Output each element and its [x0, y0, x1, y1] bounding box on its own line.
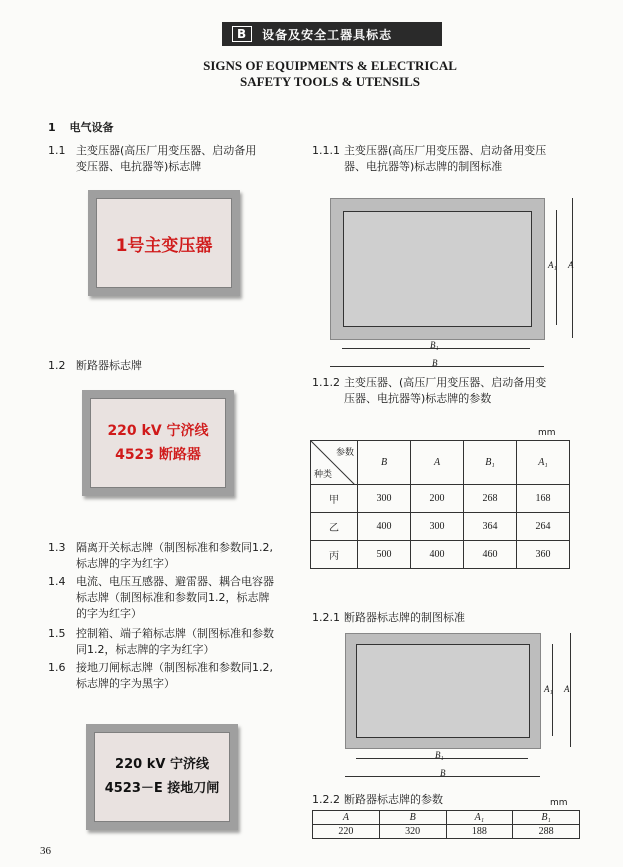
item-1-6-num: 1.6 — [48, 661, 66, 674]
table2-header-b1: B₁ — [513, 811, 580, 825]
section-1-heading — [48, 120, 114, 136]
transformer-drawing-standard — [330, 198, 545, 340]
item-1-2-1-num: 1.2.1 — [312, 611, 340, 624]
item-1-2-2-num: 1.2.2 — [312, 793, 340, 806]
table2-header-a1: A₁ — [446, 811, 513, 825]
breaker-sign-line1: 220 kV 宁济线 — [107, 423, 209, 439]
item-1-1-num: 1.1 — [48, 144, 66, 157]
item-1-1-1-text: 主变压器(高压厂用变压器、启动备用变压 器、电抗器等)标志牌的制图标准 — [344, 144, 547, 173]
table-2-unit: mm — [550, 798, 568, 808]
page-number: 36 — [40, 845, 51, 857]
breaker-params-table — [312, 810, 580, 839]
section-1-title: 电气设备 — [69, 121, 114, 134]
section-title-en-line1: SIGNS OF EQUIPMENTS & ELECTRICAL — [203, 58, 457, 73]
breaker-drawing-standard — [345, 633, 541, 749]
transformer-params-table — [310, 440, 570, 569]
table-row: 乙 400 300 364 264 — [311, 513, 570, 541]
item-1-6-text: 接地刀闸标志牌（制图标准和参数同1.2, 标志牌的字为黑字） — [76, 661, 273, 690]
item-1-5-num: 1.5 — [48, 627, 66, 640]
table2-header-b: B — [379, 811, 446, 825]
dim-b1-label: B₁ — [435, 750, 444, 760]
item-1-1-2-num: 1.1.2 — [312, 376, 340, 389]
item-1-3-num: 1.3 — [48, 541, 66, 554]
main-transformer-sign — [88, 190, 240, 296]
earthing-switch-sign — [86, 724, 238, 830]
table-header-b: B — [358, 441, 411, 485]
item-1-4-text: 电流、电压互感器、避雷器、耦合电容器 标志牌（制图标准和参数同1.2，标志牌 的字为红字） — [76, 575, 274, 620]
dim-a1-label: A₁ — [548, 260, 557, 270]
dim-b-label: B — [432, 358, 438, 368]
item-1-2-num: 1.2 — [48, 359, 66, 372]
table-row: 220 320 188 288 — [313, 825, 580, 839]
table-row: 丙 500 400 460 360 — [311, 541, 570, 569]
table-corner-cell: 参数 种类 — [311, 441, 358, 485]
breaker-drawing-inner-panel — [356, 644, 530, 738]
breaker-sign-line2: 4523 断路器 — [115, 447, 201, 463]
earthing-switch-sign-line2: 4523－E 接地刀闸 — [104, 781, 220, 796]
item-1-1-1-num: 1.1.1 — [312, 144, 340, 157]
table-row: 甲 300 200 268 168 — [311, 485, 570, 513]
dim-a-label: A — [564, 684, 570, 694]
table-header-a1: A₁ — [517, 441, 570, 485]
item-1-3-text: 隔离开关标志牌（制图标准和参数同1.2, 标志牌的字为红字） — [76, 541, 273, 570]
table-header-a: A — [411, 441, 464, 485]
earthing-switch-sign-line1: 220 kV 宁济线 — [115, 757, 209, 772]
main-transformer-sign-text: 1号主变压器 — [115, 235, 213, 256]
section-letter: B — [232, 26, 252, 42]
dim-a-label: A — [568, 260, 574, 270]
table2-header-a: A — [313, 811, 380, 825]
section-title-en-line2: SAFETY TOOLS & UTENSILS — [239, 74, 421, 89]
dim-b1-label: B₁ — [430, 340, 439, 350]
item-1-5-text: 控制箱、端子箱标志牌（制图标准和参数 同1.2，标志牌的字为红字） — [76, 627, 274, 656]
table-1-unit: mm — [538, 428, 556, 438]
item-1-2-text: 断路器标志牌 — [76, 359, 142, 372]
section-1-num: 1 — [48, 121, 56, 134]
item-1-1-text: 主变压器(高压厂用变压器、启动备用 变压器、电抗器等)标志牌 — [76, 144, 257, 173]
transformer-drawing-inner-panel — [343, 211, 532, 327]
item-1-2-2-text: 断路器标志牌的参数 — [344, 793, 443, 806]
breaker-sign — [82, 390, 234, 496]
section-title-cn: 设备及安全工器具标志 — [262, 27, 393, 42]
item-1-2-1-text: 断路器标志牌的制图标准 — [344, 611, 465, 624]
dim-b-label: B — [440, 768, 446, 778]
dim-a1-label: A₁ — [544, 684, 553, 694]
table-header-b1: B₁ — [464, 441, 517, 485]
item-1-4-num: 1.4 — [48, 575, 66, 588]
section-header-band — [222, 22, 442, 46]
item-1-1-2-text: 主变压器、(高压厂用变压器、启动备用变 压器、电抗器等)标志牌的参数 — [344, 376, 547, 405]
